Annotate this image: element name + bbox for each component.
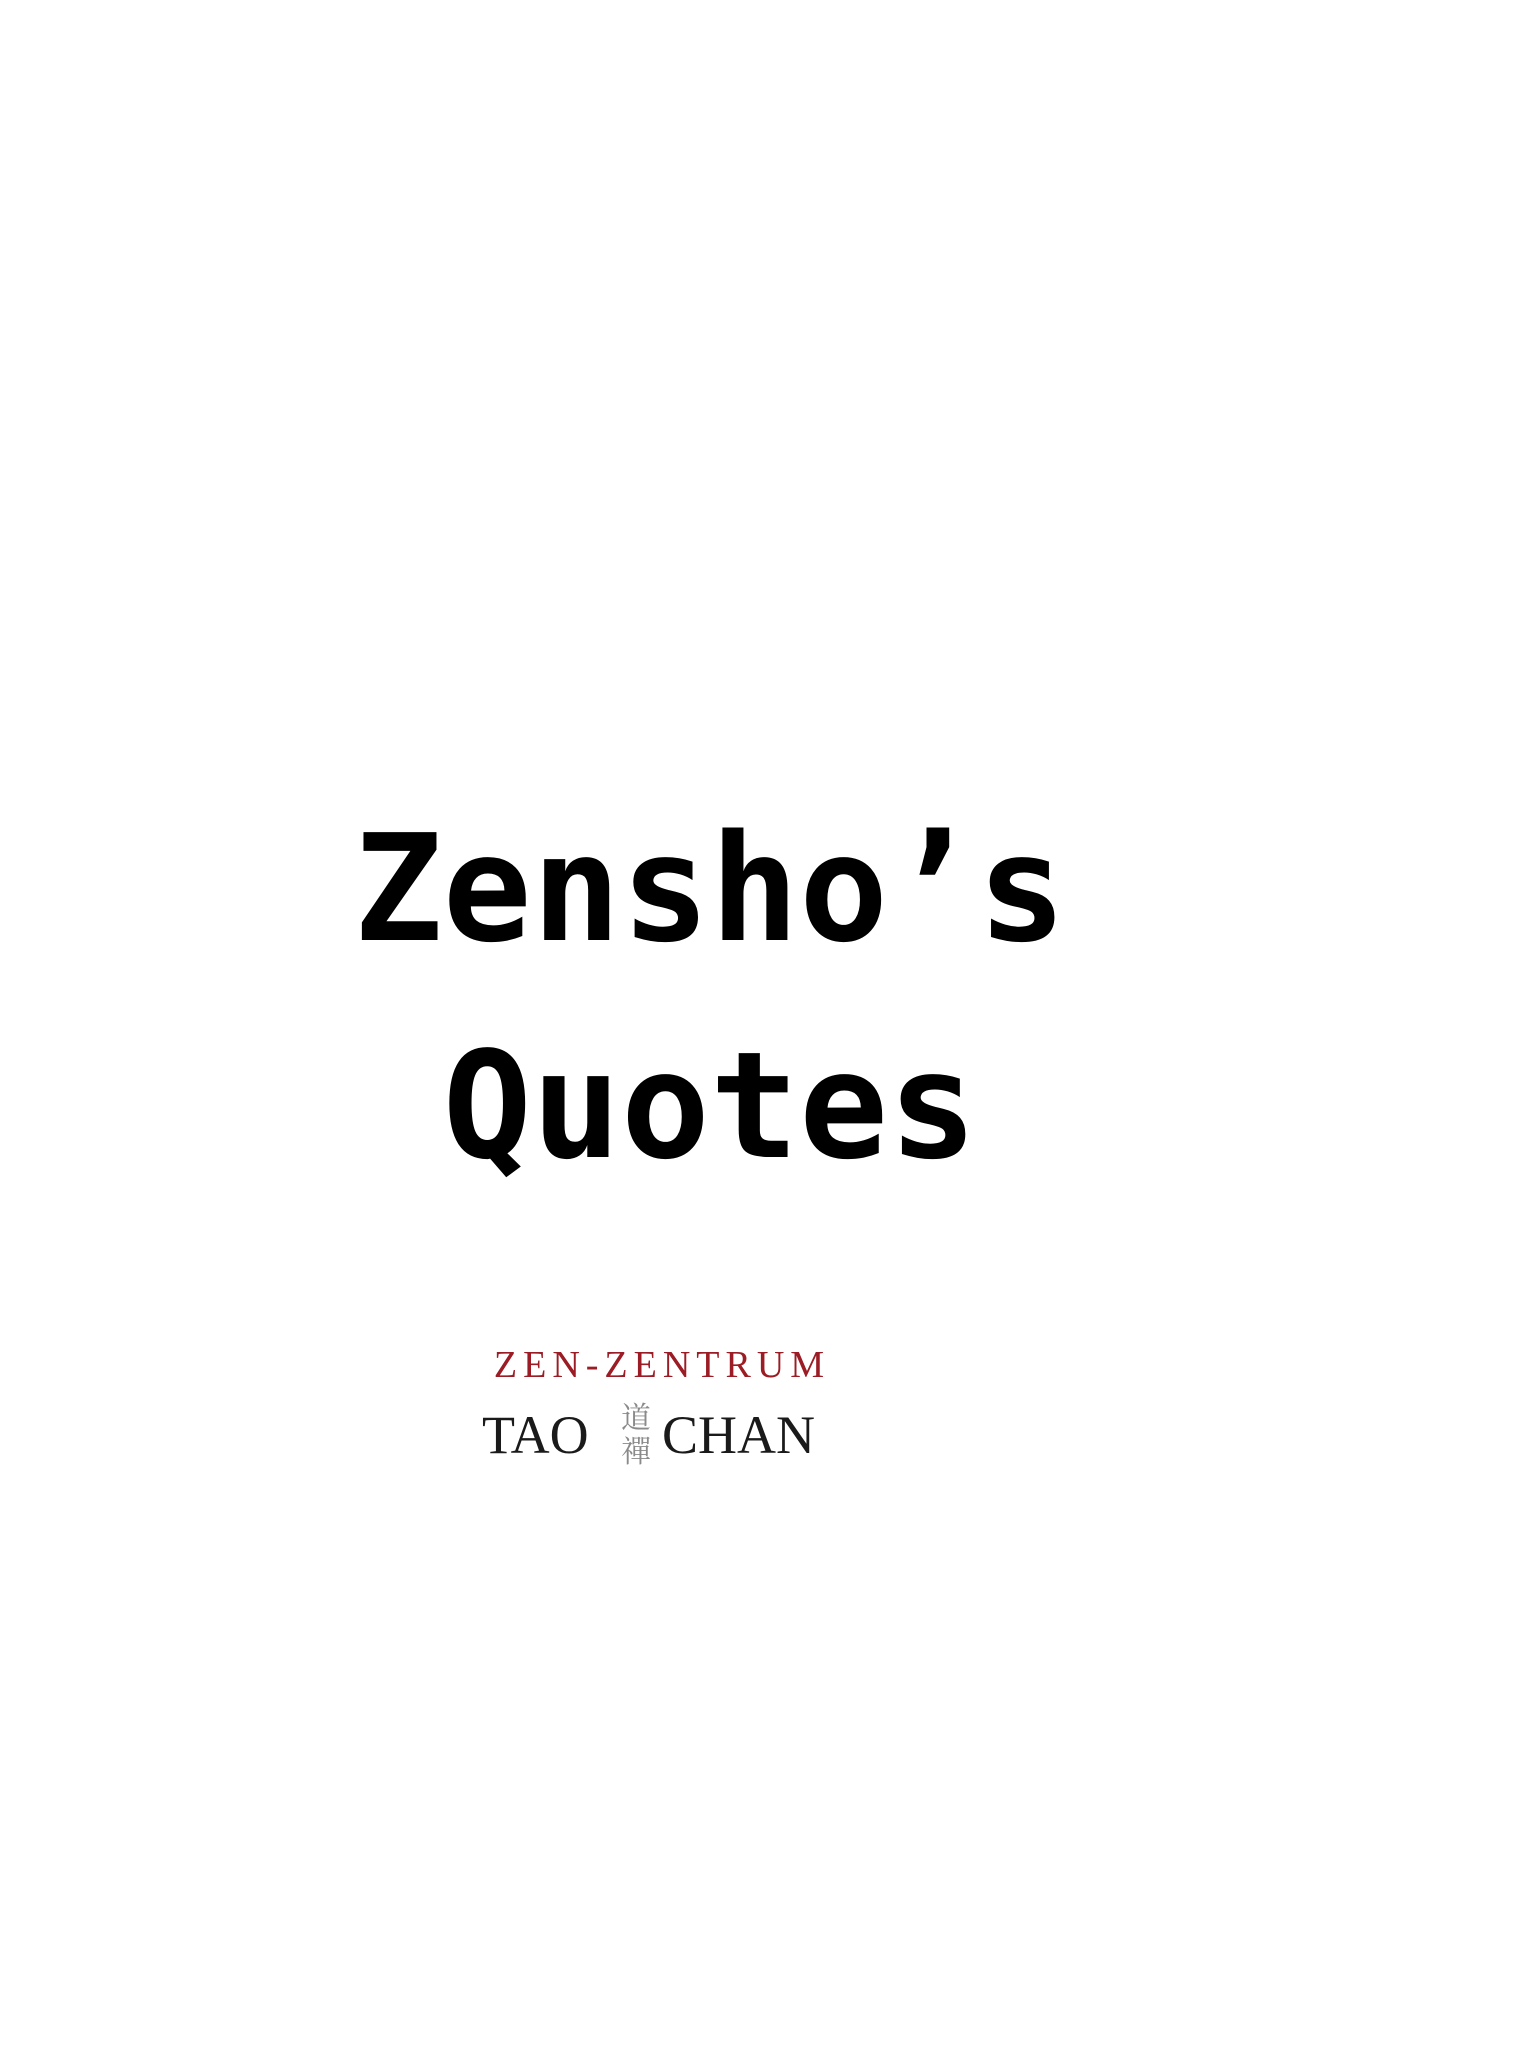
logo-tao-word: TAO <box>482 1405 589 1465</box>
logo-chan-word: CHAN <box>662 1405 816 1465</box>
title-line-2: Quotes <box>442 1020 978 1192</box>
logo-top-text: ZEN-ZENTRUM <box>493 1344 831 1386</box>
seal-char-tao: 道 <box>621 1401 651 1436</box>
zen-zentrum-logo <box>482 1346 842 1476</box>
seal-char-chan: 禪 <box>621 1435 651 1470</box>
logo-seal-icon <box>620 1402 652 1470</box>
title-line-1: Zensho’s <box>353 803 1067 975</box>
logo-bottom-row <box>482 1401 842 1470</box>
